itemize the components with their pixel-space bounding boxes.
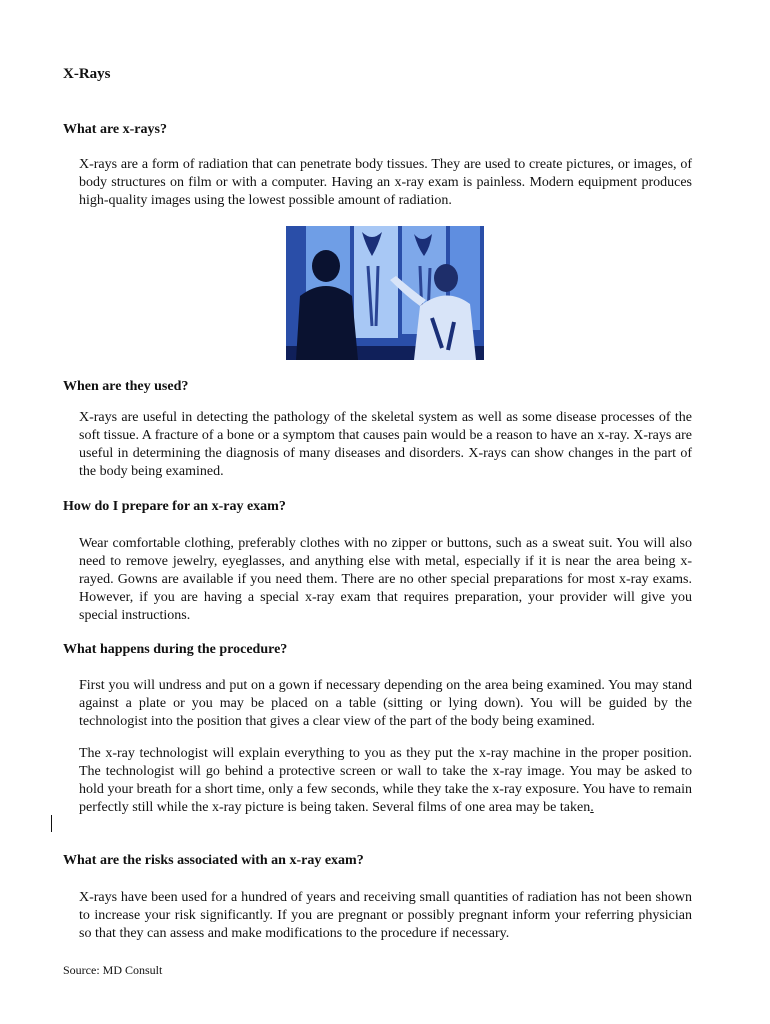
section-paragraph: First you will undress and put on a gown if necessary depending on the area being examined. You may stand against a plate or you may be placed on a table (sitting or lying down). You will be guided by the technologist into the position that gives a clear view of the part of the body being examined. (79, 678, 692, 729)
section-heading-prepare: How do I prepare for an x-ray exam? (63, 499, 286, 514)
xray-viewing-photo (286, 226, 484, 360)
section-paragraph-with-period (79, 745, 692, 817)
trailing-period: . (590, 800, 594, 815)
section-heading-what-are-xrays: What are x-rays? (63, 122, 167, 137)
section-heading-risks: What are the risks associated with an x-ray exam? (63, 853, 364, 868)
revision-change-bar (51, 815, 52, 832)
section-paragraph: X-rays have been used for a hundred of years and receiving small quantities of radiation has not been shown to increase your risk significantly. If you are pregnant or possibly pregnant inform your referring physician so that they can assess and make modifications to the procedure if necessary. (79, 890, 692, 941)
paragraph-text: The x-ray technologist will explain everything to you as they put the x-ray machine in the proper position. The technologist will go behind a protective screen or wall to take the x-ray image. You may be asked to hold your breath for a short time, only a few seconds, while they take the x-ray exposure. You have to remain perfectly still while the x-ray picture is being taken. Several films of one area may be taken (79, 746, 692, 815)
document-title: X-Rays (63, 66, 111, 82)
section-paragraph: Wear comfortable clothing, preferably clothes with no zipper or buttons, such as a sweat suit. You will also need to remove jewelry, eyeglasses, and anything else with metal, especially if it is near the area being x-rayed. Gowns are available if you need them. There are no other special preparations for most x-ray exams. However, if you are having a special x-ray exam that requires preparation, your provider will give you special instructions. (79, 536, 692, 623)
section-heading-procedure: What happens during the procedure? (63, 642, 288, 657)
xray-photo-illustration (286, 226, 484, 360)
source-citation: Source: MD Consult (63, 963, 163, 977)
section-heading-when-used: When are they used? (63, 379, 189, 394)
section-paragraph: X-rays are useful in detecting the pathology of the skeletal system as well as some disease processes of the soft tissue. A fracture of a bone or a symptom that causes pain would be a reason to have an x-ray. X-rays are useful in determining the diagnosis of many diseases and disorders. X-rays can show changes in the part of the body being examined. (79, 410, 692, 479)
section-paragraph: X-rays are a form of radiation that can penetrate body tissues. They are used to create pictures, or images, of body structures on film or with a computer. Having an x-ray exam is painless. Modern equipment produces high-quality images using the lowest possible amount of radiation. (79, 157, 692, 208)
